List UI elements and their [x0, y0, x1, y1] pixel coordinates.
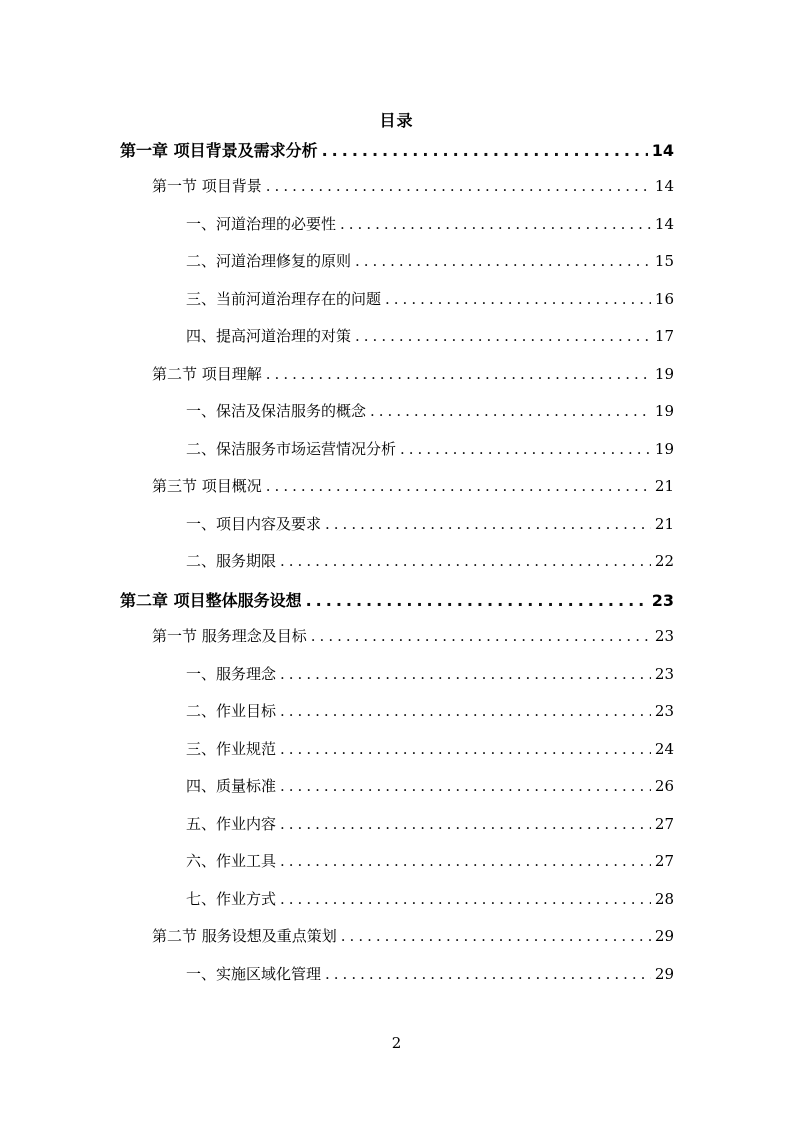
toc-entry[interactable] [152, 175, 674, 212]
dot-leader [370, 402, 651, 420]
toc-entry-page: 26 [654, 777, 674, 795]
toc-entry-page: 28 [654, 890, 674, 908]
toc-entry[interactable] [186, 963, 674, 1000]
toc-entry[interactable] [120, 588, 674, 625]
toc-entry[interactable] [120, 138, 674, 175]
dot-leader [280, 740, 651, 758]
dot-leader [280, 665, 651, 683]
toc-entry-page: 23 [651, 591, 674, 610]
toc-entry-label: 七、作业方式 [186, 890, 277, 908]
toc-entry-label: 第一节 项目背景 [152, 177, 262, 195]
toc-entry-label: 第二节 项目理解 [152, 365, 262, 383]
dot-leader [280, 552, 651, 570]
toc-entry-label: 二、作业目标 [186, 702, 277, 720]
toc-entry[interactable] [186, 775, 674, 812]
toc-entry-label: 四、质量标准 [186, 777, 277, 795]
toc-entry[interactable] [186, 400, 674, 437]
dot-leader [280, 890, 651, 908]
toc-entry[interactable] [152, 475, 674, 512]
toc-entry-page: 27 [654, 852, 674, 870]
toc-entry-label: 一、项目内容及要求 [186, 515, 322, 533]
dot-leader [280, 815, 651, 833]
dot-leader [311, 627, 651, 645]
toc-entry[interactable] [186, 813, 674, 850]
dot-leader [400, 440, 651, 458]
toc-entry-label: 第二章 项目整体服务设想 [120, 591, 302, 610]
toc-entry-page: 15 [654, 252, 674, 270]
toc-entry-label: 第一节 服务理念及目标 [152, 627, 307, 645]
dot-leader [280, 702, 651, 720]
toc-entry-label: 第一章 项目背景及需求分析 [120, 141, 318, 160]
toc-entry[interactable] [186, 213, 674, 250]
toc-entry[interactable] [186, 850, 674, 887]
toc-entry-page: 23 [654, 627, 674, 645]
toc-entry[interactable] [152, 363, 674, 400]
dot-leader [322, 141, 648, 160]
toc-entry-page: 16 [654, 290, 674, 308]
toc-entry-page: 19 [654, 440, 674, 458]
toc-entry-label: 二、服务期限 [186, 552, 277, 570]
dot-leader [341, 927, 651, 945]
dot-leader [266, 177, 651, 195]
dot-leader [385, 290, 651, 308]
toc-entry-page: 17 [654, 327, 674, 345]
dot-leader [340, 215, 651, 233]
toc-entry-page: 23 [654, 665, 674, 683]
toc-entry-label: 一、保洁及保洁服务的概念 [186, 402, 367, 420]
dot-leader [325, 515, 651, 533]
toc-entry-page: 21 [654, 477, 674, 495]
toc-entry-label: 六、作业工具 [186, 852, 277, 870]
toc-entry[interactable] [186, 325, 674, 362]
toc-entry-page: 19 [654, 402, 674, 420]
toc-entry-label: 二、保洁服务市场运营情况分析 [186, 440, 397, 458]
toc-entry-page: 23 [654, 702, 674, 720]
page-number: 2 [391, 1034, 402, 1052]
toc-entry[interactable] [186, 250, 674, 287]
toc-entry-label: 第二节 服务设想及重点策划 [152, 927, 337, 945]
toc-entry-label: 一、服务理念 [186, 665, 277, 683]
toc-entry-page: 29 [654, 965, 674, 983]
toc-entry-label: 一、实施区域化管理 [186, 965, 322, 983]
toc-entry[interactable] [186, 888, 674, 925]
toc-entry-page: 29 [654, 927, 674, 945]
dot-leader [280, 852, 651, 870]
toc-entry-page: 24 [654, 740, 674, 758]
toc-entry-page: 14 [654, 215, 674, 233]
toc-entry-label: 五、作业内容 [186, 815, 277, 833]
toc-entry-label: 二、河道治理修复的原则 [186, 252, 352, 270]
toc-entry-page: 22 [654, 552, 674, 570]
toc-entry[interactable] [186, 438, 674, 475]
toc-entry-label: 四、提高河道治理的对策 [186, 327, 352, 345]
dot-leader [355, 252, 651, 270]
page-title: 目录 [379, 111, 414, 130]
toc-entry-label: 第三节 项目概况 [152, 477, 262, 495]
toc-entry[interactable] [186, 738, 674, 775]
toc-entry-label: 三、当前河道治理存在的问题 [186, 290, 382, 308]
toc-entry[interactable] [186, 663, 674, 700]
toc-entry-page: 14 [651, 141, 674, 160]
toc-entry[interactable] [152, 625, 674, 662]
toc-entry-page: 21 [654, 515, 674, 533]
toc-entry[interactable] [186, 288, 674, 325]
dot-leader [325, 965, 651, 983]
toc-entry[interactable] [186, 700, 674, 737]
dot-leader [266, 477, 651, 495]
toc-entry[interactable] [186, 513, 674, 550]
dot-leader [266, 365, 651, 383]
dot-leader [280, 777, 651, 795]
toc-entry[interactable] [186, 550, 674, 587]
toc-entry-page: 14 [654, 177, 674, 195]
dot-leader [355, 327, 651, 345]
toc-entry-page: 27 [654, 815, 674, 833]
toc-entry-page: 19 [654, 365, 674, 383]
toc-entry-label: 一、河道治理的必要性 [186, 215, 337, 233]
toc-entry[interactable] [152, 925, 674, 962]
dot-leader [306, 591, 648, 610]
toc-entry-label: 三、作业规范 [186, 740, 277, 758]
